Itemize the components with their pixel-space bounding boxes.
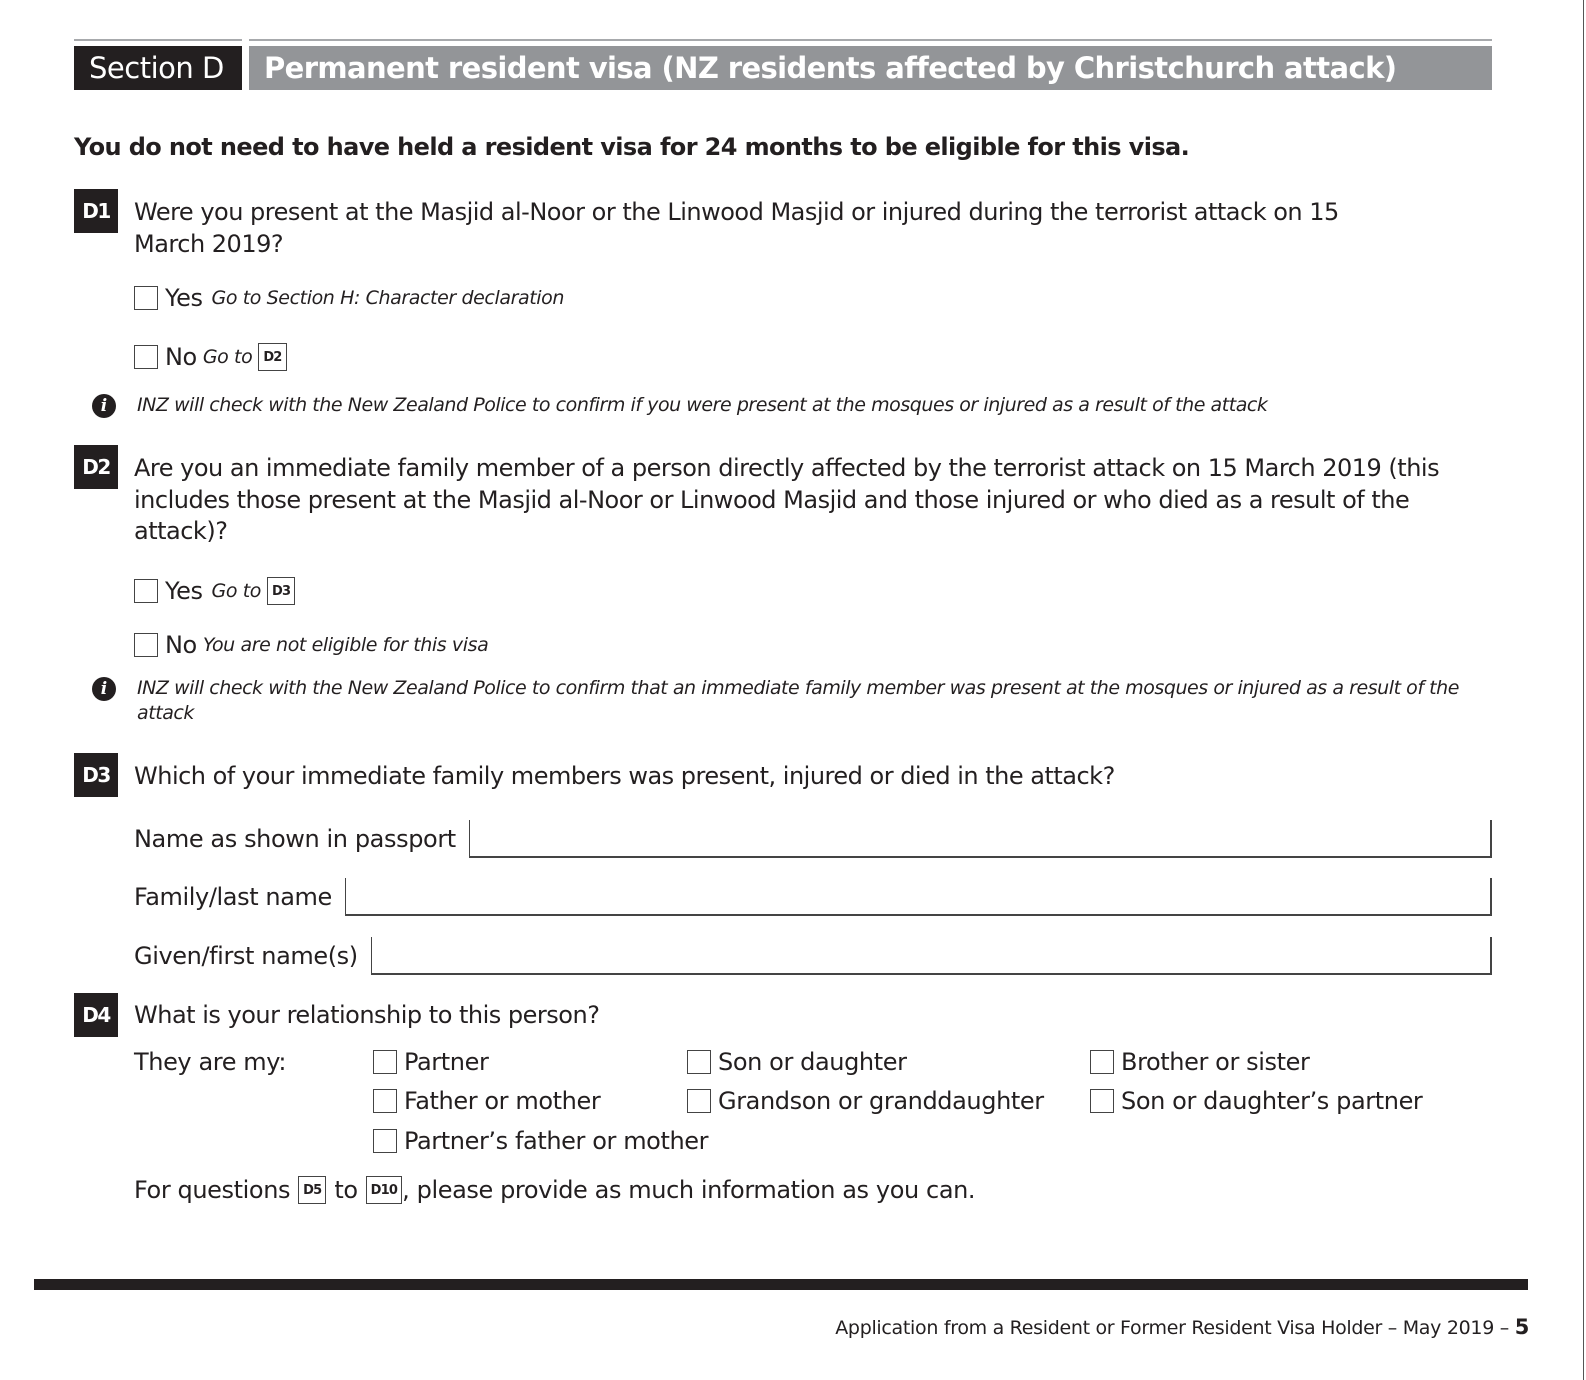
relationship-option-grandchild[interactable]: [687, 1087, 1044, 1115]
father-mother-checkbox[interactable]: [373, 1089, 397, 1113]
option-label: Yes: [165, 577, 203, 605]
relationship-option-father-mother[interactable]: [373, 1087, 600, 1115]
d2-no-checkbox[interactable]: [134, 633, 158, 657]
d3-passport-name-row: [134, 818, 1492, 858]
option-label: Son or daughter: [718, 1048, 907, 1076]
page-edge-divider: [1583, 0, 1584, 1380]
d5-d10-instruction: [134, 1176, 975, 1204]
partner-checkbox[interactable]: [373, 1050, 397, 1074]
question-text-d1: Were you present at the Masjid al-Noor or the Linwood Masjid or injured during the terrorist attack on 15 March 2019?: [134, 198, 1339, 258]
header-rule: [249, 39, 1492, 41]
field-label: Given/first name(s): [134, 942, 358, 970]
footnote-text: , please provide as much information as you can.: [402, 1176, 976, 1204]
d3-given-name-row: [134, 935, 1492, 975]
option-note: You are not eligible for this visa: [202, 634, 489, 656]
child-partner-checkbox[interactable]: [1090, 1089, 1114, 1113]
option-label: Brother or sister: [1121, 1048, 1310, 1076]
question-text-d4: What is your relationship to this person?: [134, 1001, 600, 1029]
option-note: Go to Section H: Character declaration: [211, 287, 565, 309]
eligibility-intro: You do not need to have held a resident visa for 24 months to be eligible for this visa.: [74, 133, 1190, 161]
d2-option-yes[interactable]: [134, 577, 295, 605]
footnote-text: to: [334, 1176, 358, 1204]
page-footer: [835, 1315, 1529, 1339]
section-tag: Section D: [74, 46, 242, 90]
info-text: INZ will check with the New Zealand Police to confirm that an immediate family member was present at the mosques or injured as a result of the attack: [137, 677, 1460, 724]
option-label: Yes: [165, 284, 203, 312]
option-label: Partner: [404, 1048, 489, 1076]
question-ref-d5[interactable]: D5: [298, 1176, 326, 1204]
option-label: Grandson or granddaughter: [718, 1087, 1044, 1115]
d1-option-no[interactable]: [134, 343, 287, 371]
d1-option-yes[interactable]: [134, 284, 564, 312]
passport-name-input[interactable]: [469, 820, 1492, 858]
option-label: Partner’s father or mother: [404, 1127, 709, 1155]
question-ref-d10[interactable]: D10: [366, 1176, 402, 1204]
page-number: 5: [1514, 1315, 1529, 1339]
grandchild-checkbox[interactable]: [687, 1089, 711, 1113]
footer-title: Application from a Resident or Former Resident Visa Holder – May 2019 –: [835, 1317, 1509, 1339]
relationship-option-partner-parent[interactable]: [373, 1127, 708, 1155]
info-circle-icon: i: [92, 677, 116, 701]
option-note: Go to: [202, 346, 253, 368]
question-number-d4: D4: [74, 993, 118, 1037]
question-ref-d3[interactable]: D3: [267, 577, 295, 605]
relationship-option-brother-sister[interactable]: [1090, 1048, 1309, 1076]
header-rule: [74, 39, 242, 41]
info-text: INZ will check with the New Zealand Police to confirm if you were present at the mosques or injured as a result of the attack: [137, 394, 1268, 416]
section-title: Permanent resident visa (NZ residents affected by Christchurch attack): [249, 46, 1492, 90]
given-name-input[interactable]: [371, 937, 1492, 975]
question-text-d2: Are you an immediate family member of a person directly affected by the terrorist attack on 15 March 2019 (this includes those present at the Masjid al-Noor or Linwood Masjid and those injured or who died as a result of the attack)?: [134, 454, 1440, 545]
relationship-option-child-partner[interactable]: [1090, 1087, 1422, 1115]
relationship-option-son-daughter[interactable]: [687, 1048, 907, 1076]
d3-family-name-row: [134, 876, 1492, 916]
field-label: Name as shown in passport: [134, 825, 456, 853]
option-label: Son or daughter’s partner: [1121, 1087, 1423, 1115]
son-daughter-checkbox[interactable]: [687, 1050, 711, 1074]
family-name-input[interactable]: [345, 878, 1492, 916]
option-label: No: [165, 631, 197, 659]
question-number-d2: D2: [74, 445, 118, 489]
d2-option-no[interactable]: [134, 631, 488, 659]
footer-bar: [34, 1279, 1528, 1290]
question-number-d1: D1: [74, 189, 118, 233]
partner-parent-checkbox[interactable]: [373, 1129, 397, 1153]
d2-info-note: [92, 676, 1477, 726]
option-note: Go to: [211, 580, 262, 602]
question-ref-d2[interactable]: D2: [258, 343, 286, 371]
relationship-prefix: They are my:: [134, 1048, 287, 1076]
option-label: Father or mother: [404, 1087, 601, 1115]
d1-info-note: [92, 393, 1477, 418]
field-label: Family/last name: [134, 883, 332, 911]
footnote-text: For questions: [134, 1176, 291, 1204]
relationship-option-partner[interactable]: [373, 1048, 488, 1076]
option-label: No: [165, 343, 197, 371]
question-text-d3: Which of your immediate family members was present, injured or died in the attack?: [134, 762, 1115, 790]
question-number-d3: D3: [74, 753, 118, 797]
brother-sister-checkbox[interactable]: [1090, 1050, 1114, 1074]
d2-yes-checkbox[interactable]: [134, 579, 158, 603]
info-circle-icon: i: [92, 394, 116, 418]
d1-yes-checkbox[interactable]: [134, 286, 158, 310]
d1-no-checkbox[interactable]: [134, 345, 158, 369]
